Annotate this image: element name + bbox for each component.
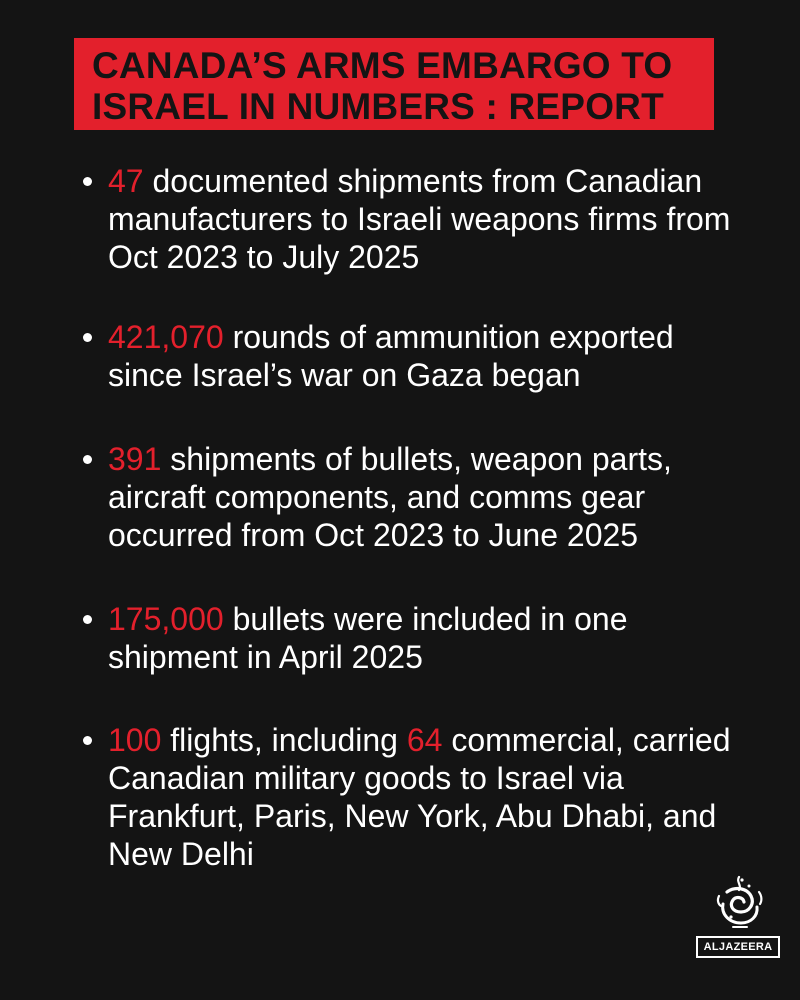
fact-number: 100 bbox=[108, 722, 162, 758]
bullet-dot-icon bbox=[83, 333, 92, 342]
bullet-dot-icon bbox=[83, 177, 92, 186]
fact-item bbox=[83, 600, 743, 676]
title-line-2: ISRAEL IN NUMBERS : REPORT bbox=[92, 86, 664, 127]
title-banner bbox=[74, 38, 714, 130]
fact-text: flights, including bbox=[161, 722, 407, 758]
fact-number: 421,070 bbox=[108, 319, 224, 355]
fact-item bbox=[83, 318, 743, 394]
fact-text: commercial, carried Canadian military goods to Israel via Frankfurt, Paris, New York, Abu Dhabi, and New Delhi bbox=[108, 722, 731, 872]
fact-text: documented shipments from Canadian manufacturers to Israeli weapons firms from Oct 2023 to July 2025 bbox=[108, 163, 731, 275]
fact-item bbox=[83, 162, 743, 276]
bullet-dot-icon bbox=[83, 615, 92, 624]
brand-logo bbox=[696, 874, 780, 960]
fact-item bbox=[83, 721, 743, 873]
bullet-dot-icon bbox=[83, 736, 92, 745]
fact-item bbox=[83, 440, 743, 554]
facts-list bbox=[83, 162, 743, 873]
bullet-dot-icon bbox=[83, 455, 92, 464]
fact-text: rounds of ammunition exported since Israel’s war on Gaza began bbox=[108, 319, 674, 393]
brand-name: ALJAZEERA bbox=[696, 936, 780, 958]
fact-number-secondary: 64 bbox=[406, 722, 443, 758]
fact-text: bullets were included in one shipment in April 2025 bbox=[108, 601, 628, 675]
fact-number: 47 bbox=[108, 163, 144, 199]
fact-number: 175,000 bbox=[108, 601, 224, 637]
title-line-1: CANADA’S ARMS EMBARGO TO bbox=[92, 45, 673, 86]
fact-text: shipments of bullets, weapon parts, aircraft components, and comms gear occurred from Oct 2023 to June 2025 bbox=[108, 441, 672, 553]
fact-number: 391 bbox=[108, 441, 162, 477]
aljazeera-emblem-icon bbox=[713, 874, 765, 930]
